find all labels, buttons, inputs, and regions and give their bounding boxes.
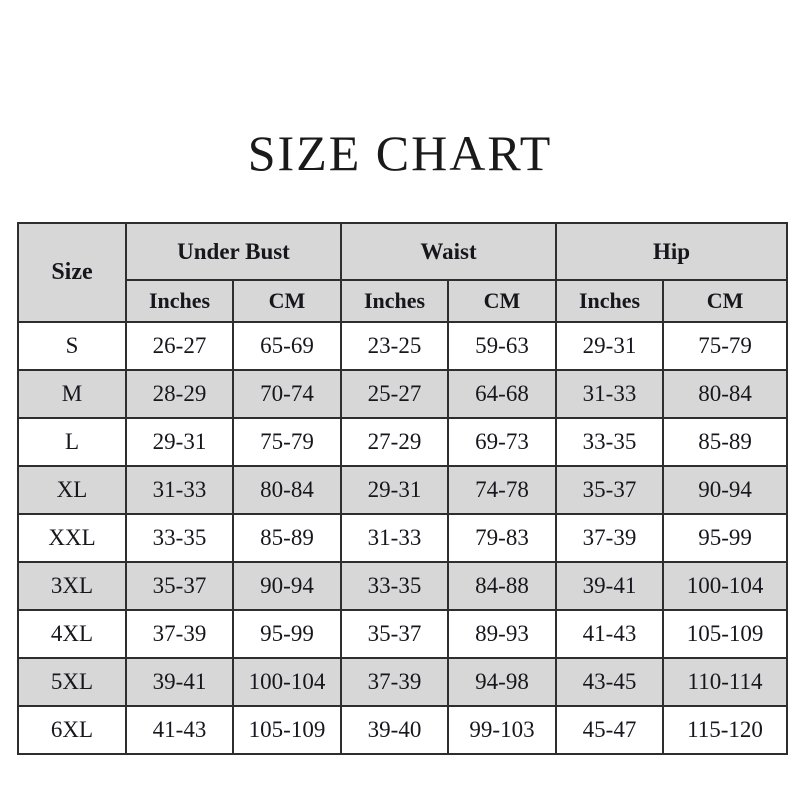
- measurement-cell: 35-37: [341, 610, 448, 658]
- measurement-cell: 35-37: [556, 466, 663, 514]
- table-row: [18, 322, 787, 370]
- measurement-cell: 75-79: [663, 322, 787, 370]
- measurement-cell: 94-98: [448, 658, 556, 706]
- size-label-cell: M: [18, 370, 126, 418]
- table-row: [18, 418, 787, 466]
- size-label-cell: L: [18, 418, 126, 466]
- measurement-cell: 90-94: [233, 562, 341, 610]
- size-label-cell: 3XL: [18, 562, 126, 610]
- measurement-cell: 33-35: [341, 562, 448, 610]
- measurement-cell: 31-33: [341, 514, 448, 562]
- measurement-cell: 26-27: [126, 322, 233, 370]
- table-row: [18, 562, 787, 610]
- column-header-size: Size: [18, 223, 126, 322]
- subheader-row: [18, 280, 787, 322]
- size-label-cell: 4XL: [18, 610, 126, 658]
- measurement-cell: 115-120: [663, 706, 787, 754]
- measurement-cell: 95-99: [233, 610, 341, 658]
- column-group-under-bust: Under Bust: [126, 223, 341, 280]
- measurement-cell: 89-93: [448, 610, 556, 658]
- table-row: [18, 706, 787, 754]
- measurement-cell: 90-94: [663, 466, 787, 514]
- measurement-cell: 69-73: [448, 418, 556, 466]
- table-row: [18, 610, 787, 658]
- measurement-cell: 70-74: [233, 370, 341, 418]
- subheader-waist-inches: Inches: [341, 280, 448, 322]
- measurement-cell: 33-35: [556, 418, 663, 466]
- table-row: [18, 466, 787, 514]
- measurement-cell: 65-69: [233, 322, 341, 370]
- measurement-cell: 64-68: [448, 370, 556, 418]
- size-label-cell: 5XL: [18, 658, 126, 706]
- group-header-row: [18, 223, 787, 280]
- measurement-cell: 84-88: [448, 562, 556, 610]
- measurement-cell: 33-35: [126, 514, 233, 562]
- table-header: [18, 223, 787, 322]
- measurement-cell: 105-109: [663, 610, 787, 658]
- measurement-cell: 23-25: [341, 322, 448, 370]
- subheader-under-bust-inches: Inches: [126, 280, 233, 322]
- measurement-cell: 59-63: [448, 322, 556, 370]
- measurement-cell: 29-31: [341, 466, 448, 514]
- measurement-cell: 31-33: [556, 370, 663, 418]
- column-group-hip: Hip: [556, 223, 787, 280]
- size-label-cell: XL: [18, 466, 126, 514]
- measurement-cell: 28-29: [126, 370, 233, 418]
- measurement-cell: 43-45: [556, 658, 663, 706]
- table-row: [18, 658, 787, 706]
- measurement-cell: 25-27: [341, 370, 448, 418]
- measurement-cell: 39-41: [556, 562, 663, 610]
- size-chart-table: [17, 222, 788, 755]
- measurement-cell: 39-40: [341, 706, 448, 754]
- measurement-cell: 37-39: [556, 514, 663, 562]
- subheader-under-bust-cm: CM: [233, 280, 341, 322]
- measurement-cell: 85-89: [233, 514, 341, 562]
- measurement-cell: 105-109: [233, 706, 341, 754]
- measurement-cell: 95-99: [663, 514, 787, 562]
- measurement-cell: 35-37: [126, 562, 233, 610]
- measurement-cell: 74-78: [448, 466, 556, 514]
- table-row: [18, 370, 787, 418]
- measurement-cell: 80-84: [233, 466, 341, 514]
- measurement-cell: 45-47: [556, 706, 663, 754]
- column-group-waist: Waist: [341, 223, 556, 280]
- measurement-cell: 79-83: [448, 514, 556, 562]
- size-label-cell: XXL: [18, 514, 126, 562]
- measurement-cell: 80-84: [663, 370, 787, 418]
- subheader-hip-cm: CM: [663, 280, 787, 322]
- measurement-cell: 85-89: [663, 418, 787, 466]
- measurement-cell: 110-114: [663, 658, 787, 706]
- measurement-cell: 75-79: [233, 418, 341, 466]
- page-title: SIZE CHART: [247, 125, 553, 181]
- size-table-body: [18, 322, 787, 754]
- subheader-waist-cm: CM: [448, 280, 556, 322]
- measurement-cell: 99-103: [448, 706, 556, 754]
- subheader-hip-inches: Inches: [556, 280, 663, 322]
- table-row: [18, 514, 787, 562]
- measurement-cell: 27-29: [341, 418, 448, 466]
- measurement-cell: 41-43: [126, 706, 233, 754]
- measurement-cell: 41-43: [556, 610, 663, 658]
- measurement-cell: 31-33: [126, 466, 233, 514]
- measurement-cell: 100-104: [663, 562, 787, 610]
- measurement-cell: 29-31: [126, 418, 233, 466]
- measurement-cell: 37-39: [126, 610, 233, 658]
- measurement-cell: 100-104: [233, 658, 341, 706]
- size-label-cell: 6XL: [18, 706, 126, 754]
- measurement-cell: 37-39: [341, 658, 448, 706]
- measurement-cell: 39-41: [126, 658, 233, 706]
- size-label-cell: S: [18, 322, 126, 370]
- measurement-cell: 29-31: [556, 322, 663, 370]
